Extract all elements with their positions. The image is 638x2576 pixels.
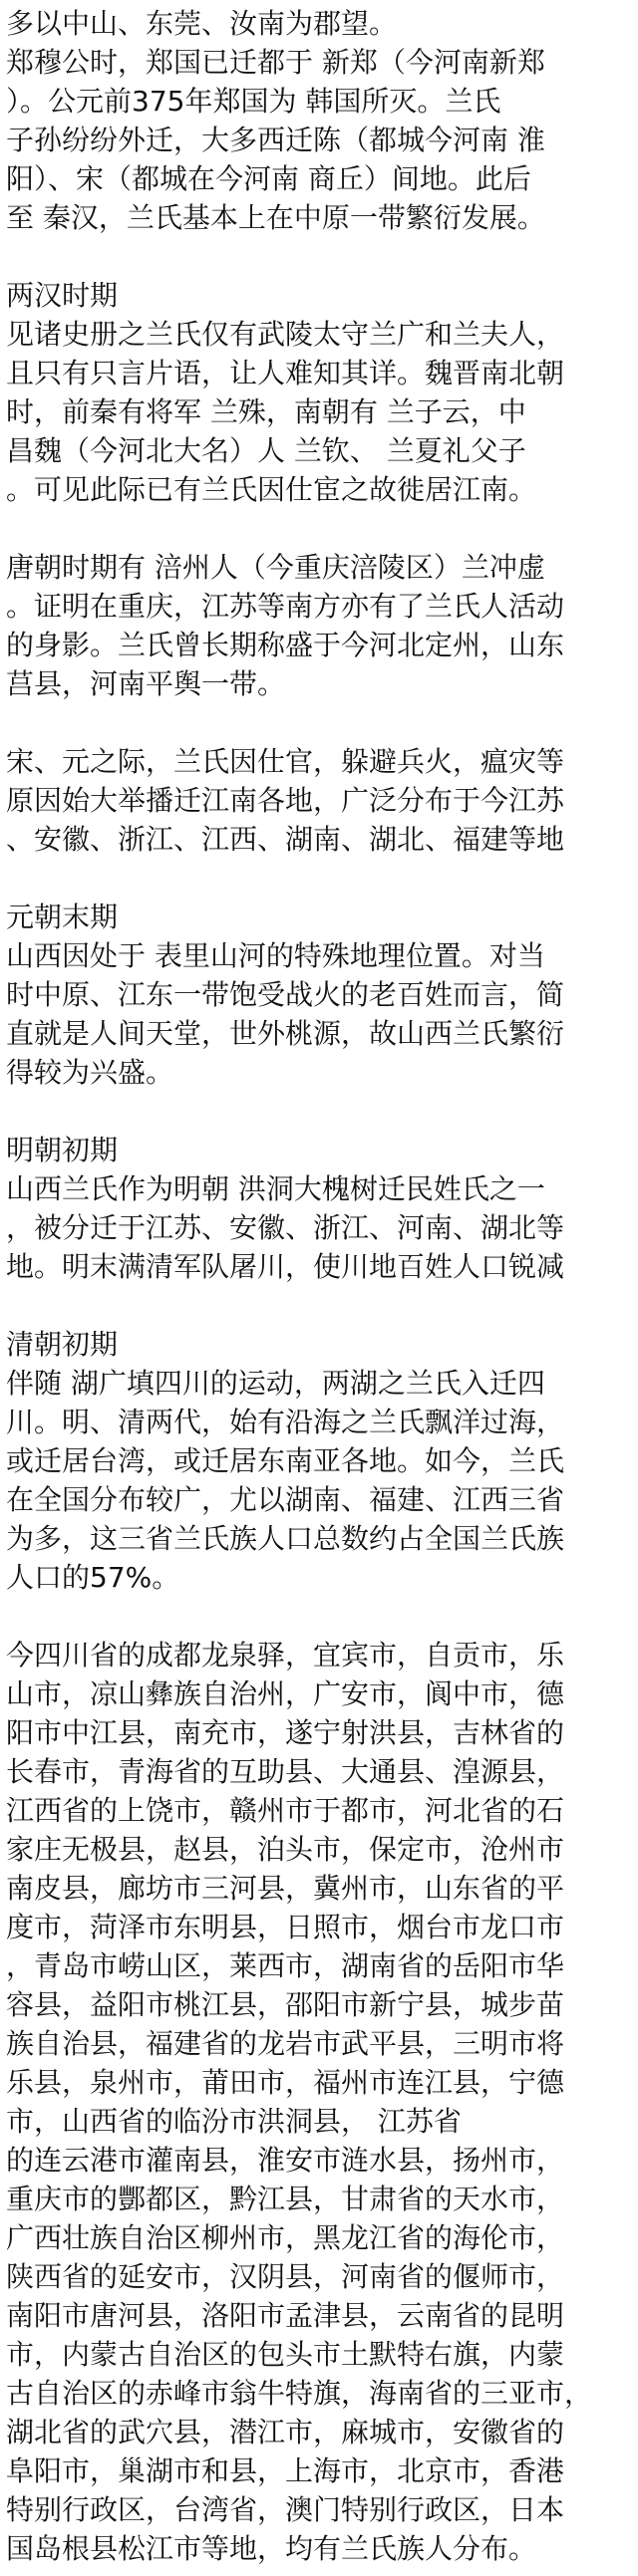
section-heading: 清朝初期 [6,1328,119,1361]
text-line: 山西兰氏作为明朝 洪洞大槐树迁民姓氏之一 [6,1172,545,1205]
text-line: 直就是人间天堂，世外桃源，故山西兰氏繁衍 [6,1017,565,1050]
text-block [6,548,632,703]
text-line: 川。明、清两代，始有沿海之兰氏飘洋过海， [6,1406,565,1438]
text-line: 原因始大举播迁江南各地，广泛分布于今江苏 [6,784,565,817]
text-line: 且只有只言片语，让人难知其详。魏晋南北朝 [6,357,565,389]
text-line: 阳）、宋（都城在今河南 商丘）间地。此后 [6,162,531,195]
section-heading: 两汉时期 [6,279,119,312]
text-line: 广西壮族自治区柳州市，黑龙江省的海伦市， [6,2221,565,2254]
text-line: 湖北省的武穴县，潜江市，麻城市，安徽省的 [6,2416,565,2448]
text-line: 、安徽、浙江、江西、湖南、湖北、福建等地 [6,823,565,856]
text-line: 子孙纷纷外迁，大多西迁陈（都城今河南 淮 [6,124,545,156]
text-line: 长春市，青海省的互助县、大通县、湟源县， [6,1755,565,1788]
text-line: 或迁居台湾，或迁居东南亚各地。如今，兰氏 [6,1444,565,1477]
text-line: 昌魏（今河北大名）人 兰钦、 兰夏礼父子 [6,434,526,467]
text-line: 市，山西省的临汾市洪洞县， 江苏省 [6,2105,462,2138]
text-line: 。证明在重庆，江苏等南方亦有了兰氏人活动 [6,590,565,623]
text-line: 山西因处于 表里山河的特殊地理位置。对当 [6,939,545,972]
text-line: 家庄无极县，赵县，泊头市，保定市，沧州市 [6,1833,565,1866]
text-line: 郑穆公时，郑国已迁都于 新郑（今河南新郑 [6,46,545,79]
text-block [6,898,632,1092]
text-line: 见诸史册之兰氏仅有武陵太守兰广和兰夫人， [6,318,565,351]
text-block [6,276,632,509]
text-line: ，青岛市崂山区，莱西市，湖南省的岳阳市华 [6,1949,565,1982]
text-line: 为多，这三省兰氏族人口总数约占全国兰氏族 [6,1522,565,1555]
text-line: 古自治区的赤峰市翁牛特旗，海南省的三亚市， [6,2377,593,2410]
text-line: 时，前秦有将军 兰殊，南朝有 兰子云，中 [6,395,526,428]
text-line: 市，内蒙古自治区的包头市土默特右旗，内蒙 [6,2338,565,2371]
section-heading: 明朝初期 [6,1134,119,1166]
text-line: 陕西省的延安市，汉阴县，河南省的偃师市， [6,2260,565,2293]
text-line: 得较为兴盛。 [6,1056,174,1089]
text-line: 阜阳市，巢湖市和县，上海市，北京市，香港 [6,2454,565,2487]
text-line: 今四川省的成都龙泉驿，宜宾市，自贡市，乐 [6,1639,565,1672]
text-line: 多以中山、东莞、汝南为郡望。 [6,7,398,40]
text-block [6,1636,632,2568]
text-block [6,4,632,237]
text-line: 至 秦汉，兰氏基本上在中原一带繁衍发展。 [6,201,545,234]
text-line: 。可见此际已有兰氏因仕宦之故徙居江南。 [6,473,537,506]
text-line: 地。明末满清军队屠川，使川地百姓人口锐减 [6,1250,565,1283]
text-block [6,1325,632,1597]
section-heading: 元朝末期 [6,901,119,933]
text-line: 时中原、江东一带饱受战火的老百姓而言，简 [6,978,565,1011]
text-line: 容县，益阳市桃江县，邵阳市新宁县，城步苗 [6,1988,565,2021]
text-line: 国岛根县松江市等地，均有兰氏族人分布。 [6,2532,537,2565]
text-line: 伴随 湖广填四川的运动，两湖之兰氏入迁四 [6,1367,545,1400]
text-line: 的身影。兰氏曾长期称盛于今河北定州，山东 [6,629,565,661]
text-line: 山市，凉山彝族自治州，广安市，阆中市，德 [6,1677,565,1710]
text-line: 特别行政区，台湾省，澳门特别行政区，日本 [6,2493,565,2526]
text-line: 乐县，泉州市，莆田市，福州市连江县，宁德 [6,2066,565,2099]
text-block [6,742,632,859]
text-line: 人口的57%。 [6,1561,180,1594]
text-line: 阳市中江县，南充市，遂宁射洪县，吉林省的 [6,1716,565,1749]
text-line: ）。公元前375年郑国为 韩国所灭。兰氏 [6,85,501,118]
text-line: 莒县，河南平舆一带。 [6,667,286,700]
text-line: 南皮县，廊坊市三河县，冀州市，山东省的平 [6,1872,565,1905]
text-line: ，被分迁于江苏、安徽、浙江、河南、湖北等 [6,1211,565,1244]
text-line: 江西省的上饶市，赣州市于都市，河北省的石 [6,1794,565,1827]
text-line: 唐朝时期有 涪州人（今重庆涪陵区）兰冲虚 [6,551,545,584]
text-line: 的连云港市灌南县，淮安市涟水县，扬州市， [6,2144,565,2177]
text-block [6,1131,632,1286]
text-line: 族自治县，福建省的龙岩市武平县，三明市将 [6,2027,565,2060]
text-line: 在全国分布较广，尤以湖南、福建、江西三省 [6,1483,565,1516]
text-line: 度市，菏泽市东明县，日照市，烟台市龙口市 [6,1911,565,1943]
text-line: 南阳市唐河县，洛阳市孟津县，云南省的昆明 [6,2299,565,2332]
text-line: 宋、元之际，兰氏因仕官，躲避兵火，瘟灾等 [6,745,565,778]
text-line: 重庆市的酆都区，黔江县，甘肃省的天水市， [6,2183,565,2215]
